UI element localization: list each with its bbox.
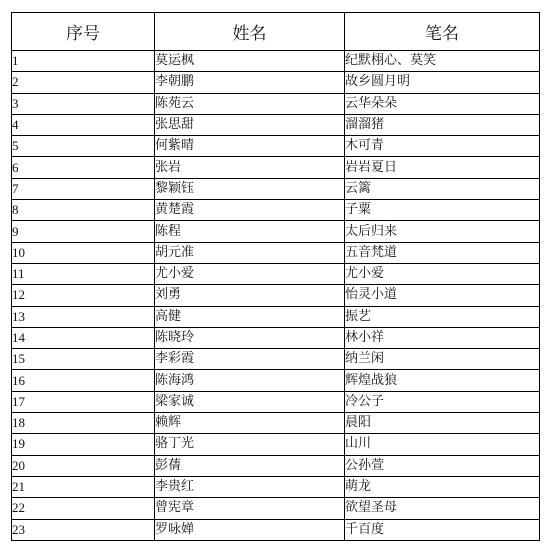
table-row — [12, 93, 540, 114]
cell-name: 梁家诚 — [155, 391, 345, 412]
cell-pen-name: 振艺 — [345, 306, 540, 327]
table-row — [12, 136, 540, 157]
cell-name: 陈程 — [155, 221, 345, 242]
table-row — [12, 285, 540, 306]
cell-no: 22 — [12, 498, 155, 519]
cell-name: 张思甜 — [155, 114, 345, 135]
cell-no: 17 — [12, 391, 155, 412]
cell-name: 陈晓玲 — [155, 327, 345, 348]
cell-name: 何紫晴 — [155, 136, 345, 157]
cell-pen-name: 木可青 — [345, 136, 540, 157]
header-pen-name: 笔名 — [345, 13, 540, 51]
table-row — [12, 178, 540, 199]
table-body — [12, 51, 540, 541]
cell-name: 张岩 — [155, 157, 345, 178]
cell-no: 5 — [12, 136, 155, 157]
cell-pen-name: 云华朵朵 — [345, 93, 540, 114]
table-row — [12, 72, 540, 93]
cell-no: 14 — [12, 327, 155, 348]
cell-no: 21 — [12, 476, 155, 497]
table-row — [12, 263, 540, 284]
cell-pen-name: 纳兰闲 — [345, 349, 540, 370]
cell-pen-name: 尤小爱 — [345, 263, 540, 284]
table-header — [12, 13, 540, 51]
cell-no: 19 — [12, 434, 155, 455]
header-name: 姓名 — [155, 13, 345, 51]
cell-name: 尤小爱 — [155, 263, 345, 284]
cell-pen-name: 晨阳 — [345, 413, 540, 434]
cell-no: 16 — [12, 370, 155, 391]
cell-pen-name: 冷公子 — [345, 391, 540, 412]
cell-name: 陈海鸿 — [155, 370, 345, 391]
table-row — [12, 306, 540, 327]
cell-name: 李朝鹏 — [155, 72, 345, 93]
cell-no: 9 — [12, 221, 155, 242]
cell-name: 李彩霞 — [155, 349, 345, 370]
cell-no: 13 — [12, 306, 155, 327]
table-row — [12, 519, 540, 540]
cell-pen-name: 太后归来 — [345, 221, 540, 242]
cell-pen-name: 五音梵道 — [345, 242, 540, 263]
table-row — [12, 434, 540, 455]
cell-no: 6 — [12, 157, 155, 178]
table-row — [12, 349, 540, 370]
table-row — [12, 221, 540, 242]
table-row — [12, 413, 540, 434]
cell-pen-name: 山川 — [345, 434, 540, 455]
cell-no: 20 — [12, 455, 155, 476]
table-row — [12, 51, 540, 72]
cell-name: 黄楚霞 — [155, 200, 345, 221]
cell-pen-name: 故乡圆月明 — [345, 72, 540, 93]
table-row — [12, 114, 540, 135]
table-row — [12, 242, 540, 263]
cell-pen-name: 欲望圣母 — [345, 498, 540, 519]
table-row — [12, 157, 540, 178]
header-row — [12, 13, 540, 51]
cell-no: 10 — [12, 242, 155, 263]
table-row — [12, 498, 540, 519]
cell-name: 彭蒨 — [155, 455, 345, 476]
cell-pen-name: 岩岩夏日 — [345, 157, 540, 178]
table-row — [12, 476, 540, 497]
header-no: 序号 — [12, 13, 155, 51]
cell-name: 骆丁光 — [155, 434, 345, 455]
cell-pen-name: 溜溜猪 — [345, 114, 540, 135]
cell-no: 8 — [12, 200, 155, 221]
table-row — [12, 200, 540, 221]
cell-pen-name: 云篱 — [345, 178, 540, 199]
cell-name: 胡元准 — [155, 242, 345, 263]
cell-name: 高健 — [155, 306, 345, 327]
cell-pen-name: 萌龙 — [345, 476, 540, 497]
cell-no: 1 — [12, 51, 155, 72]
cell-no: 2 — [12, 72, 155, 93]
cell-no: 7 — [12, 178, 155, 199]
table-row — [12, 327, 540, 348]
cell-name: 莫运枫 — [155, 51, 345, 72]
cell-pen-name: 辉煌战狼 — [345, 370, 540, 391]
cell-no: 23 — [12, 519, 155, 540]
cell-pen-name: 千百度 — [345, 519, 540, 540]
cell-name: 刘勇 — [155, 285, 345, 306]
cell-no: 15 — [12, 349, 155, 370]
cell-name: 曾宪章 — [155, 498, 345, 519]
cell-pen-name: 林小祥 — [345, 327, 540, 348]
cell-name: 李贵红 — [155, 476, 345, 497]
cell-no: 4 — [12, 114, 155, 135]
table-row — [12, 455, 540, 476]
cell-no: 3 — [12, 93, 155, 114]
cell-no: 11 — [12, 263, 155, 284]
cell-name: 陈苑云 — [155, 93, 345, 114]
cell-pen-name: 子粟 — [345, 200, 540, 221]
cell-name: 罗咏婵 — [155, 519, 345, 540]
cell-pen-name: 怡灵小道 — [345, 285, 540, 306]
cell-pen-name: 公孙萱 — [345, 455, 540, 476]
cell-name: 赖辉 — [155, 413, 345, 434]
table-row — [12, 391, 540, 412]
cell-pen-name: 纪默栩心、莫笑 — [345, 51, 540, 72]
table-row — [12, 370, 540, 391]
cell-no: 12 — [12, 285, 155, 306]
cell-no: 18 — [12, 413, 155, 434]
cell-name: 黎颖钰 — [155, 178, 345, 199]
roster-table — [11, 12, 540, 541]
